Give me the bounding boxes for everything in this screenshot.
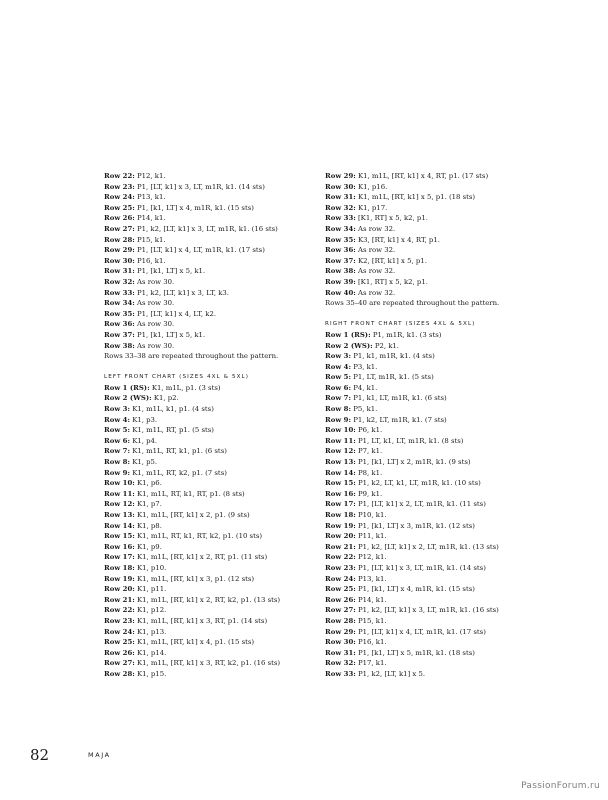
row-instruction: K1, m1L, RT, k1, p1. (6 sts) [130, 447, 227, 456]
pattern-row [325, 277, 525, 288]
row-instruction: K1, p11. [134, 585, 167, 594]
row-label: Row 25: [325, 585, 356, 594]
row-instruction: As row 32. [355, 288, 396, 297]
pattern-row [104, 319, 304, 330]
row-instruction: P5, k1. [351, 405, 378, 414]
pattern-row [325, 192, 525, 203]
pattern-row [325, 521, 525, 532]
row-label: Row 26: [325, 595, 356, 604]
row-label: Row 30: [104, 256, 135, 265]
row-instruction: P14, k1. [355, 595, 387, 604]
pattern-row [104, 637, 304, 648]
pattern-row [325, 436, 525, 447]
row-label: Row 14: [325, 468, 356, 477]
row-instruction: K1, p7. [134, 500, 162, 509]
row-label: Row 30: [325, 182, 356, 191]
pattern-row [104, 415, 304, 426]
row-label: Row 16: [104, 542, 135, 551]
pattern-row [325, 605, 525, 616]
row-instruction: K1, p16. [355, 182, 388, 191]
row-instruction: K1, p14. [134, 648, 167, 657]
right-column [325, 171, 525, 680]
row-label: Row 17: [325, 500, 356, 509]
row-label: Row 14: [104, 521, 135, 530]
row-instruction: P10, k1. [355, 511, 387, 519]
row-instruction: K1, m1L, [RT, k1] x 5, p1. (18 sts) [355, 193, 476, 202]
pattern-row [325, 341, 525, 352]
pattern-row [325, 393, 525, 404]
row-instruction: P1, k2, [LT, k1] x 5. [355, 669, 426, 678]
row-label: Row 26: [104, 214, 135, 223]
pattern-row [104, 341, 304, 352]
row-label: Row 34: [325, 224, 356, 233]
row-label: Row 31: [325, 648, 356, 657]
page-number: 82 [30, 746, 50, 764]
row-instruction: K1, m1L, [RT, k1] x 2, p1. (9 sts) [134, 511, 250, 519]
pattern-row [104, 478, 304, 489]
row-instruction: P12, k1. [355, 553, 387, 562]
pattern-row [104, 277, 304, 288]
row-instruction: P1, m1R, k1. (3 sts) [370, 330, 442, 339]
row-label: Row 23: [104, 182, 135, 191]
row-label: Row 18: [104, 563, 135, 572]
pattern-row [325, 213, 525, 224]
row-instruction: P1, [k1, LT] x 4, m1R, k1. (15 sts) [355, 585, 475, 594]
row-label: Row 29: [325, 627, 356, 636]
pattern-row [104, 235, 304, 246]
pattern-row [325, 627, 525, 638]
row-label: Row 24: [104, 627, 135, 636]
row-label: Row 25: [104, 638, 135, 647]
row-label: Row 26: [104, 648, 135, 657]
pattern-row [325, 171, 525, 182]
row-instruction: [K1, RT] x 5, k2, p1. [355, 214, 428, 223]
row-instruction: K1, p17. [355, 203, 388, 212]
row-instruction: P1, k2, LT, k1, LT, m1R, k1. (10 sts) [355, 479, 481, 488]
row-instruction: P1, [LT, k1] x 4, LT, m1R, k1. (17 sts) [355, 627, 486, 636]
row-instruction: K1, p15. [134, 669, 167, 678]
left-column [104, 171, 304, 680]
row-label: Row 37: [104, 330, 135, 339]
pattern-row [104, 574, 304, 585]
row-instruction: P1, k2, [LT, k1] x 3, LT, k3. [134, 288, 229, 297]
row-instruction: P8, k1. [355, 468, 383, 477]
row-instruction: P17, k1. [355, 659, 387, 668]
pattern-row [104, 563, 304, 574]
pattern-row [325, 616, 525, 627]
pattern-row [104, 584, 304, 595]
pattern-row [325, 372, 525, 383]
row-instruction: P1, [k1, LT] x 5, k1. [134, 330, 206, 339]
row-instruction: [K1, RT] x 5, k2, p1. [355, 277, 428, 286]
row-instruction: P1, [k1, LT] x 2, m1R, k1. (9 sts) [355, 458, 471, 467]
row-instruction: P11, k1. [355, 532, 387, 541]
row-label: Row 16: [325, 489, 356, 498]
row-instruction: K1, m1L, [RT, k1] x 4, RT, p1. (17 sts) [355, 172, 489, 180]
pattern-row [325, 425, 525, 436]
row-label: Row 19: [104, 574, 135, 583]
spacer [325, 309, 525, 320]
row-label: Row 28: [325, 616, 356, 625]
row-instruction: K1, m1L, p1. (3 sts) [149, 383, 221, 392]
row-instruction: P14, k1. [134, 214, 166, 223]
pattern-row [104, 425, 304, 436]
row-label: Row 11: [104, 489, 135, 498]
pattern-row [325, 468, 525, 479]
pattern-row [104, 521, 304, 532]
pattern-row [104, 309, 304, 320]
row-label: Row 28: [104, 669, 135, 678]
row-label: Row 11: [325, 436, 356, 445]
row-label: Row 19: [325, 521, 356, 530]
pattern-row [325, 552, 525, 563]
row-label: Row 21: [325, 542, 356, 551]
row-label: Row 6: [104, 436, 130, 445]
row-label: Row 38: [104, 341, 135, 350]
pattern-row [325, 457, 525, 468]
row-instruction: K1, m1L, [RT, k1] x 3, RT, k2, p1. (16 sts) [134, 659, 281, 668]
row-label: Row 3: [104, 405, 130, 414]
pattern-row [104, 468, 304, 479]
pattern-row [325, 499, 525, 510]
row-label: Row 32: [104, 277, 135, 286]
pattern-row [325, 658, 525, 669]
pattern-row [325, 648, 525, 659]
row-label: Row 12: [325, 447, 356, 456]
row-instruction: P1, k2, [LT, k1] x 3, LT, m1R, k1. (16 sts) [355, 606, 499, 615]
pattern-row [325, 224, 525, 235]
pattern-row [104, 266, 304, 277]
row-label: Row 13: [104, 511, 135, 519]
pattern-row [104, 627, 304, 638]
row-label: Row 13: [325, 458, 356, 467]
row-label: Row 38: [325, 267, 356, 276]
row-label: Row 23: [325, 563, 356, 572]
row-instruction: P13, k1. [355, 574, 387, 583]
row-instruction: K1, m1L, [RT, k1] x 4, p1. (15 sts) [134, 638, 255, 647]
row-instruction: P1, [LT, k1] x 3, LT, m1R, k1. (14 sts) [134, 182, 265, 191]
row-label: Row 24: [104, 193, 135, 202]
row-label: Row 9: [325, 415, 351, 424]
row-label: Row 21: [104, 595, 135, 604]
pattern-row [104, 658, 304, 669]
row-instruction: K1, p2. [151, 394, 179, 403]
row-label: Row 30: [325, 638, 356, 647]
row-label: Row 35: [325, 235, 356, 244]
pattern-row [325, 288, 525, 299]
row-instruction: P1, [LT, k1] x 2, LT, m1R, k1. (11 sts) [355, 500, 486, 509]
row-label: Row 12: [104, 500, 135, 509]
row-label: Row 27: [104, 224, 135, 233]
row-instruction: As row 30. [134, 320, 175, 329]
magazine-name: MAJA [88, 751, 111, 759]
pattern-row [104, 605, 304, 616]
row-instruction: K1, p5. [130, 458, 158, 467]
pattern-row [325, 574, 525, 585]
pattern-row [325, 203, 525, 214]
pattern-row [104, 457, 304, 468]
row-instruction: P1, [k1, LT] x 5, m1R, k1. (18 sts) [355, 648, 475, 657]
row-instruction: K2, [RT, k1] x 5, p1. [355, 256, 427, 265]
pattern-row [104, 171, 304, 182]
pattern-row [325, 383, 525, 394]
pattern-row [104, 595, 304, 606]
row-label: Row 3: [325, 352, 351, 361]
row-instruction: P4, k1. [351, 383, 378, 392]
row-instruction: As row 30. [134, 299, 175, 308]
pattern-row [325, 563, 525, 574]
row-label: Row 28: [104, 235, 135, 244]
repeat-note: Rows 33–38 are repeated throughout the pattern. [104, 352, 279, 361]
pattern-row [104, 510, 304, 521]
section-heading: RIGHT FRONT CHART (SIZES 4XL & 5XL) [325, 321, 476, 328]
pattern-row [325, 595, 525, 606]
pattern-row [325, 235, 525, 246]
pattern-row [325, 182, 525, 193]
row-label: Row 8: [104, 458, 130, 467]
row-instruction: P16, k1. [134, 256, 166, 265]
pattern-row [325, 637, 525, 648]
row-instruction: As row 32. [355, 246, 396, 255]
row-instruction: K1, m1L, k1, p1. (4 sts) [130, 405, 214, 414]
row-instruction: K1, m1L, RT, k2, p1. (7 sts) [130, 468, 227, 477]
row-label: Row 18: [325, 511, 356, 519]
row-instruction: P1, k2, [LT, k1] x 3, LT, m1R, k1. (16 sts) [134, 224, 278, 233]
row-instruction: P13, k1. [134, 193, 166, 202]
row-label: Row 36: [104, 320, 135, 329]
pattern-row [325, 256, 525, 267]
row-label: Row 32: [325, 659, 356, 668]
row-label: Row 31: [325, 193, 356, 202]
row-instruction: K1, m1L, [RT, k1] x 3, RT, p1. (14 sts) [134, 616, 268, 625]
row-instruction: P9, k1. [355, 489, 383, 498]
row-label: Row 40: [325, 288, 356, 297]
pattern-row [104, 489, 304, 500]
row-instruction: K1, m1L, [RT, k1] x 2, RT, p1. (11 sts) [134, 553, 268, 562]
row-label: Row 4: [325, 362, 351, 371]
row-instruction: P6, k1. [355, 426, 383, 435]
row-label: Row 2 (WS): [325, 341, 373, 350]
row-instruction: As row 32. [355, 224, 396, 233]
row-label: Row 15: [325, 479, 356, 488]
pattern-row [325, 584, 525, 595]
repeat-note: Rows 35–40 are repeated throughout the pattern. [325, 299, 500, 308]
row-label: Row 29: [104, 246, 135, 255]
row-label: Row 10: [325, 426, 356, 435]
row-label: Row 36: [325, 246, 356, 255]
row-label: Row 31: [104, 267, 135, 276]
pattern-row [104, 256, 304, 267]
row-instruction: P1, [k1, LT] x 4, m1R, k1. (15 sts) [134, 203, 254, 212]
row-instruction: P1, k2, [LT, k1] x 2, LT, m1R, k1. (13 sts) [355, 542, 499, 551]
row-label: Row 4: [104, 415, 130, 424]
row-label: Row 20: [104, 585, 135, 594]
pattern-row [104, 245, 304, 256]
pattern-row [325, 542, 525, 553]
row-instruction: P1, k1, LT, m1R, k1. (6 sts) [351, 394, 447, 403]
pattern-row [325, 478, 525, 489]
pattern-row [104, 436, 304, 447]
row-instruction: P7, k1. [355, 447, 383, 456]
row-label: Row 22: [104, 606, 135, 615]
row-instruction: P1, LT, m1R, k1. (5 sts) [351, 373, 434, 382]
pattern-row [104, 616, 304, 627]
row-instruction: P1, LT, k1, LT, m1R, k1. (8 sts) [355, 436, 464, 445]
row-instruction: P16, k1. [355, 638, 387, 647]
row-label: Row 2 (WS): [104, 394, 152, 403]
row-label: Row 27: [325, 606, 356, 615]
row-instruction: K1, p8. [134, 521, 162, 530]
row-instruction: K1, p4. [130, 436, 158, 445]
row-instruction: K1, m1L, RT, k1, RT, p1. (8 sts) [134, 489, 245, 498]
pattern-row [325, 531, 525, 542]
row-instruction: P1, [LT, k1] x 4, LT, k2. [134, 309, 217, 318]
row-label: Row 39: [325, 277, 356, 286]
row-label: Row 20: [325, 532, 356, 541]
row-instruction: P1, [LT, k1] x 4, LT, m1R, k1. (17 sts) [134, 246, 265, 255]
row-label: Row 1 (RS): [104, 383, 150, 392]
row-instruction: K3, [RT, k1] x 4, RT, p1. [355, 235, 440, 244]
row-label: Row 32: [325, 203, 356, 212]
pattern-row [104, 446, 304, 457]
pattern-row [104, 330, 304, 341]
row-instruction: K1, m1L, [RT, k1] x 2, RT, k2, p1. (13 sts) [134, 595, 281, 604]
pattern-row [325, 266, 525, 277]
row-label: Row 34: [104, 299, 135, 308]
row-label: Row 22: [325, 553, 356, 562]
row-instruction: K1, m1L, RT, p1. (5 sts) [130, 426, 214, 435]
row-label: Row 5: [104, 426, 130, 435]
pattern-row [104, 542, 304, 553]
pattern-row [104, 531, 304, 542]
pattern-row [325, 510, 525, 521]
pattern-row [104, 648, 304, 659]
row-instruction: P3, k1. [351, 362, 378, 371]
row-instruction: K1, p9. [134, 542, 162, 551]
pattern-row [104, 298, 304, 309]
pattern-row [325, 330, 525, 341]
pattern-row [104, 192, 304, 203]
row-instruction: K1, p10. [134, 563, 167, 572]
row-instruction: K1, m1L, RT, k1, RT, k2, p1. (10 sts) [134, 532, 263, 541]
row-label: Row 6: [325, 383, 351, 392]
pattern-row [325, 489, 525, 500]
row-label: Row 33: [325, 214, 356, 223]
pattern-row [104, 224, 304, 235]
pattern-row [325, 351, 525, 362]
row-instruction: P12, k1. [134, 172, 166, 180]
row-instruction: P15, k1. [134, 235, 166, 244]
pattern-row [325, 245, 525, 256]
row-label: Row 22: [104, 172, 135, 180]
row-instruction: As row 30. [134, 341, 175, 350]
pattern-row [325, 362, 525, 373]
row-instruction: As row 32. [355, 267, 396, 276]
row-label: Row 23: [104, 616, 135, 625]
row-label: Row 7: [325, 394, 351, 403]
pattern-row [104, 203, 304, 214]
row-instruction: P2, k1. [372, 341, 399, 350]
row-instruction: P1, k2, LT, m1R, k1. (7 sts) [351, 415, 447, 424]
row-label: Row 1 (RS): [325, 330, 371, 339]
pattern-row [325, 669, 525, 680]
pattern-row [104, 383, 304, 394]
row-label: Row 5: [325, 373, 351, 382]
row-label: Row 27: [104, 659, 135, 668]
pattern-row [104, 213, 304, 224]
row-label: Row 29: [325, 172, 356, 180]
pattern-row [325, 404, 525, 415]
row-instruction: K1, p6. [134, 479, 162, 488]
section-heading: LEFT FRONT CHART (SIZES 4XL & 5XL) [104, 374, 250, 381]
pattern-row [325, 415, 525, 426]
pattern-row [104, 669, 304, 680]
row-instruction: P15, k1. [355, 616, 387, 625]
row-instruction: K1, p12. [134, 606, 167, 615]
row-instruction: As row 30. [134, 277, 175, 286]
row-label: Row 9: [104, 468, 130, 477]
row-label: Row 10: [104, 479, 135, 488]
pattern-row [104, 404, 304, 415]
row-label: Row 25: [104, 203, 135, 212]
pattern-row [104, 288, 304, 299]
spacer [104, 362, 304, 373]
row-instruction: K1, p3. [130, 415, 158, 424]
row-instruction: K1, m1L, [RT, k1] x 3, p1. (12 sts) [134, 574, 255, 583]
watermark: PassionForum.ru [521, 781, 600, 791]
row-label: Row 15: [104, 532, 135, 541]
row-label: Row 7: [104, 447, 130, 456]
row-instruction: P1, [LT, k1] x 3, LT, m1R, k1. (14 sts) [355, 563, 486, 572]
row-label: Row 8: [325, 405, 351, 414]
row-instruction: K1, p13. [134, 627, 167, 636]
row-instruction: P1, [k1, LT] x 3, m1R, k1. (12 sts) [355, 521, 475, 530]
pattern-row [325, 446, 525, 457]
row-label: Row 35: [104, 309, 135, 318]
row-label: Row 33: [104, 288, 135, 297]
row-label: Row 33: [325, 669, 356, 678]
pattern-row [104, 499, 304, 510]
row-label: Row 37: [325, 256, 356, 265]
pattern-row [104, 393, 304, 404]
pattern-row [104, 552, 304, 563]
row-instruction: P1, [k1, LT] x 5, k1. [134, 267, 206, 276]
row-label: Row 24: [325, 574, 356, 583]
row-label: Row 17: [104, 553, 135, 562]
pattern-row [104, 182, 304, 193]
row-instruction: P1, k1, m1R, k1. (4 sts) [351, 352, 435, 361]
